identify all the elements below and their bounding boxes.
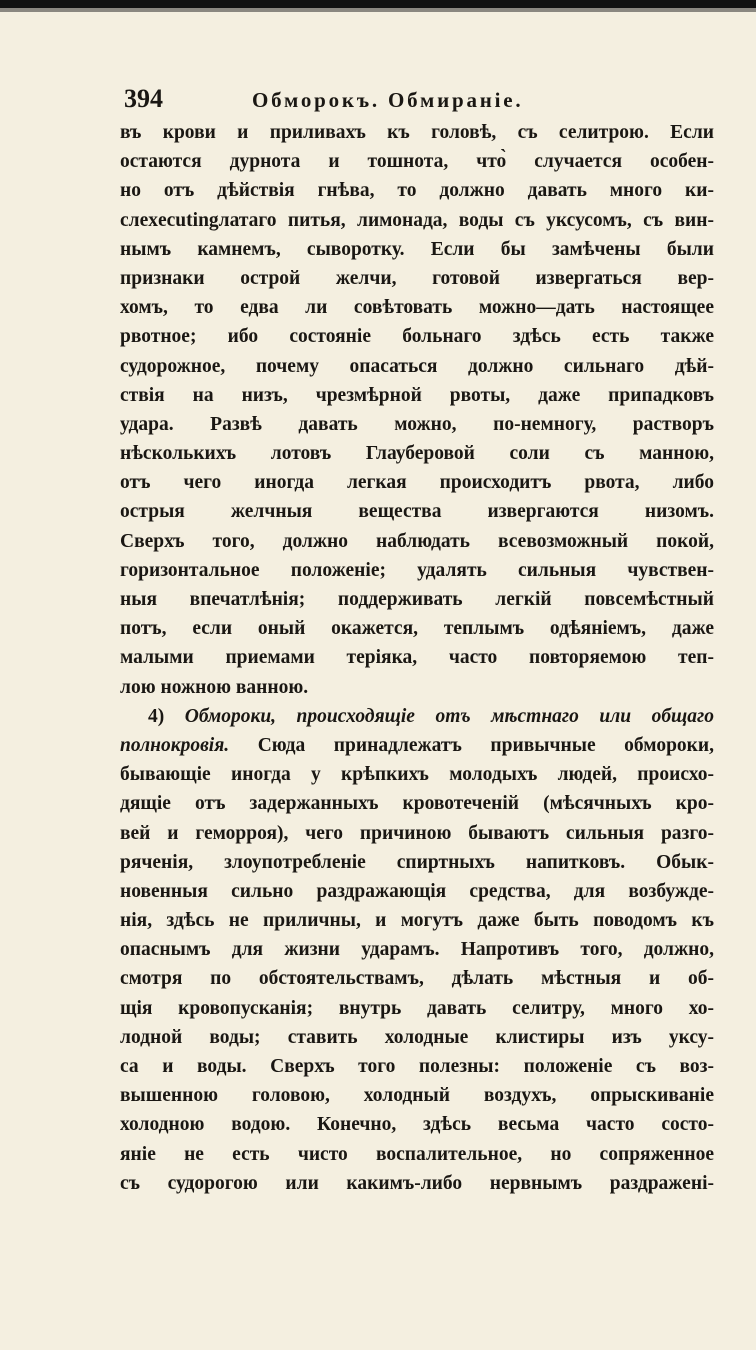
paragraph-4-heading-line	[120, 702, 714, 731]
text-line: потъ, если оный окажется, теплымъ одѣянiемъ, даже	[120, 618, 714, 640]
text-line: въ крови и приливахъ къ головѣ, съ селитрою. Если	[120, 122, 714, 143]
text-line: слexecutingлатаго питья, лимонада, воды съ уксусомъ, съ вин-	[120, 209, 714, 231]
text-line: остаются дурнота и тошнота, что̀ случается особен-	[120, 151, 714, 173]
text-line: вышенною головою, холодный воздухъ, опрыскиванiе	[120, 1085, 714, 1107]
text-line: признаки острой желчи, готовой извергаться вер-	[120, 267, 714, 289]
text-line: щiя кровопусканiя; внутрь давать селитру, много хо-	[120, 997, 714, 1019]
text-line: смотря по обстоятельствамъ, дѣлать мѣстныя и об-	[120, 968, 714, 990]
text-line: хомъ, то едва ли совѣтовать можно—дать настоящее	[120, 297, 714, 319]
text-line: рвотное; ибо состоянiе больнаго здѣсь есть также	[120, 326, 714, 348]
text-line: острыя желчныя вещества извергаются низомъ.	[120, 501, 714, 523]
text-line: са и воды. Сверхъ того полезны: положенiе съ воз-	[120, 1056, 714, 1077]
text-line: горизонтальное положенiе; удалять сильныя чувствен-	[120, 559, 714, 581]
text-line: лодной воды; ставить холодные клистиры изъ уксу-	[120, 1026, 714, 1048]
scan-top-edge-shadow	[0, 8, 756, 12]
text-line: удара. Развѣ давать можно, по-немногу, растворъ	[120, 413, 714, 435]
paragraph-number: 4)	[148, 705, 165, 727]
text-line: лою ножною ванною.	[120, 676, 309, 698]
text-line: Сверхъ того, должно наблюдать всевозможный покой,	[120, 530, 714, 552]
text-line: нiя, здѣсь не приличны, и могутъ даже быть поводомъ къ	[120, 910, 714, 932]
text-line: малыми приемами терiяка, часто повторяемою теп-	[120, 647, 714, 669]
text-line: дящiе отъ задержанныхъ кровотеченiй (мѣсячныхъ кро-	[120, 793, 714, 815]
paragraph-heading-italic: полнокровiя.	[120, 734, 230, 756]
page-header	[124, 84, 714, 118]
text-line: нѣсколькихъ лотовъ Глауберовой соли съ манною,	[120, 443, 714, 465]
running-head: Обморокъ. Обмиранiе.	[252, 88, 524, 112]
text-line: но отъ дѣйствiя гнѣва, то должно давать много ки-	[120, 180, 714, 202]
body-text	[120, 118, 714, 1198]
text-line: отъ чего иногда легкая происходитъ рвота, либо	[120, 472, 714, 494]
text-line: нымъ камнемъ, сыворотку. Если бы замѣчены были	[120, 238, 714, 260]
scan-top-edge	[0, 0, 756, 8]
page-number: 394	[124, 84, 163, 113]
text-line: съ судорогою или какимъ-либо нервнымъ раздраженi-	[120, 1172, 714, 1194]
text-line: судорожное, почему опасаться должно сильнаго дѣй-	[120, 355, 714, 377]
text-line: бывающiе иногда у крѣпкихъ молодыхъ людей, происхо-	[120, 764, 714, 786]
text-line: ряченiя, злоупотребленiе спиртныхъ напитковъ. Обык-	[120, 851, 714, 873]
text-line: ствiя на низъ, чрезмѣрной рвоты, даже припадковъ	[120, 384, 714, 406]
text-line: янiе не есть чисто воспалительное, но сопряженное	[120, 1143, 714, 1165]
text-line: ныя впечатлѣнiя; поддерживать легкiй повсемѣстный	[120, 589, 714, 610]
text-line: новенныя сильно раздражающiя средства, для возбужде-	[120, 880, 714, 902]
text-line: опаснымъ для жизни ударамъ. Напротивъ того, должно,	[120, 939, 714, 961]
text-line: холодною водою. Конечно, здѣсь весьма часто состо-	[120, 1114, 714, 1136]
paragraph-4-second-line	[120, 731, 714, 760]
text-line: вей и геморроя), чего причиною бываютъ сильныя разго-	[120, 822, 714, 844]
paragraph-text: Сюда принадлежатъ привычные обмороки,	[257, 734, 714, 756]
paragraph-heading-italic: Обмороки, происходящiе отъ мѣстнаго или общаго	[184, 705, 714, 727]
